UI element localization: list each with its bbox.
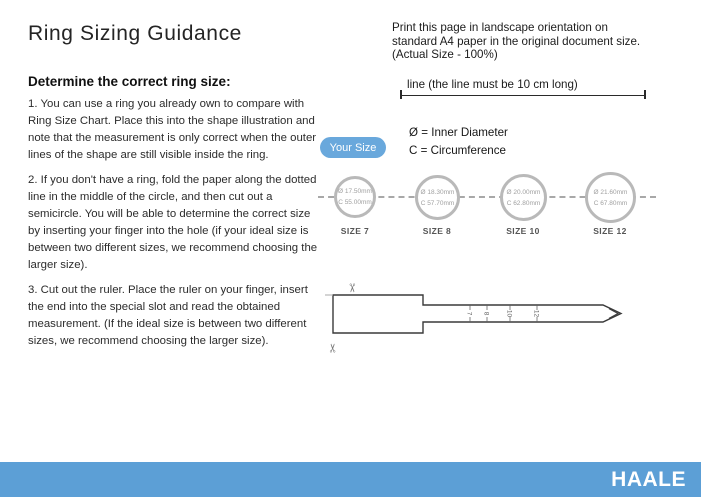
ruler-outline	[333, 295, 621, 333]
size-circle-8	[415, 175, 460, 220]
size-8-diameter: Ø 18.30mm	[420, 188, 455, 196]
ten-cm-line-label: line (the line must be 10 cm long)	[407, 78, 578, 91]
size-7-circumference: C 55.00mm	[338, 199, 372, 206]
page-title: Ring Sizing Guidance	[28, 22, 242, 45]
legend-circumference: C = Circumference	[409, 143, 506, 157]
ruler-tick-label-12: 12	[532, 309, 540, 318]
instructions-heading: Determine the correct ring size:	[28, 74, 231, 89]
ruler-tick-label-10: 10	[505, 309, 513, 318]
size-circle-7	[334, 176, 376, 218]
footer-bar	[0, 462, 701, 497]
ruler-diagram	[325, 272, 645, 367]
instruction-step-1: 1. You can use a ring you already own to compare with Ring Size Chart. Place this into the shape illustration and note that the measurement is only correct when the outer lines of the shape are still visible inside the ring.	[28, 98, 317, 161]
size-10-diameter: Ø 20.00mm	[506, 188, 541, 196]
legend-diameter: Ø = Inner Diameter	[409, 126, 508, 139]
print-note: Print this page in landscape orientation on standard A4 paper in the original document size.(Actual Size - 100%)	[392, 21, 641, 61]
ten-cm-calibration-line	[400, 90, 646, 99]
size-12-diameter: Ø 21.60mm	[593, 188, 628, 196]
instruction-step-2: 2. If you don't have a ring, fold the paper along the dotted line in the middle of the circle, and then cut out a semicircle. You will be able to determine the correct size by inserting your finger into the hole (if your ideal size is between two different sizes, we recommend choosing the larger size).	[28, 174, 318, 271]
ruler-ticks	[470, 306, 537, 321]
scissors-icon: ✂	[345, 282, 359, 294]
size-12-circumference: C 67.80mm	[593, 199, 628, 207]
ruler-tick-label-8: 8	[482, 311, 490, 316]
instruction-step-3: 3. Cut out the ruler. Place the ruler on your finger, insert the end into the special slot and read the obtained measurement. (If the ideal size is between two different sizes, we recommend choosing the larger size).	[28, 284, 308, 347]
size-10-circumference: C 62.80mm	[506, 199, 541, 207]
size-label-8: SIZE 8	[422, 226, 452, 236]
size-label-10: SIZE 10	[506, 226, 540, 236]
size-7-diameter: Ø 17.50mm	[338, 188, 372, 195]
size-label-12: SIZE 12	[593, 226, 627, 236]
brand-logo: HAALE	[611, 467, 686, 491]
ruler-tick-label-7: 7	[465, 311, 473, 316]
instructions-section	[28, 74, 321, 358]
your-size-badge: Your Size	[320, 137, 386, 158]
size-circle-12	[585, 172, 636, 223]
legend	[409, 124, 508, 159]
size-circle-10	[500, 174, 547, 221]
size-8-circumference: C 57.70mm	[420, 199, 455, 207]
scissors-icon: ✂	[326, 342, 340, 354]
size-label-7: SIZE 7	[340, 226, 370, 236]
